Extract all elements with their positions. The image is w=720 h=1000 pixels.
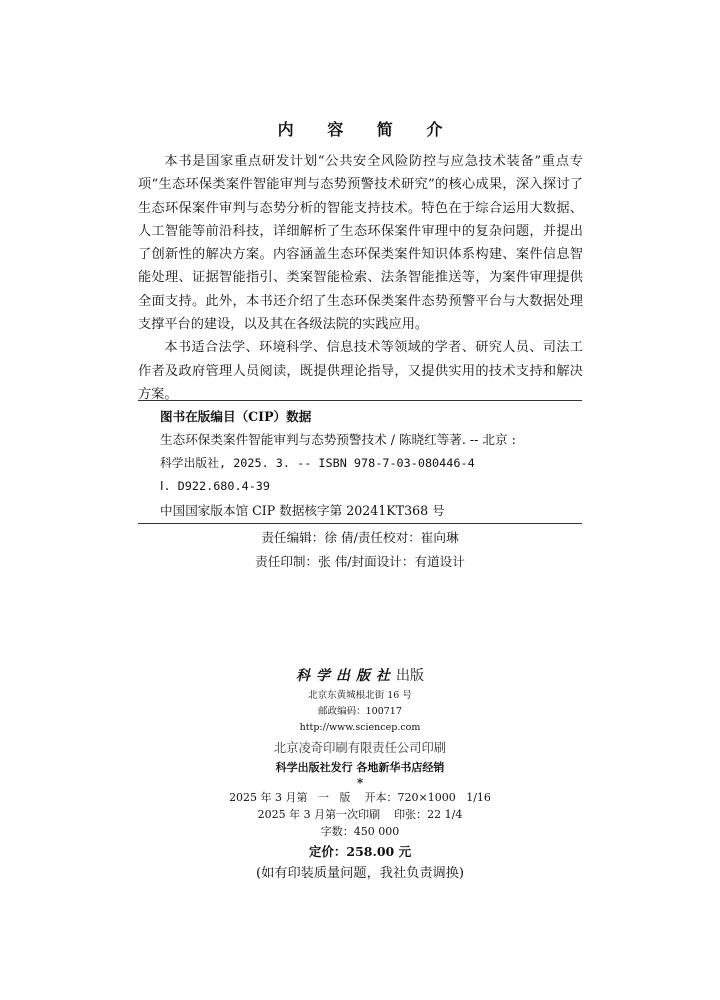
- publisher-postcode: 邮政编码：100717: [318, 706, 402, 717]
- price-line: 定价：258.00 元: [308, 844, 412, 859]
- editor-line-2: 责任印制：张 伟/封面设计：有道设计: [255, 554, 465, 569]
- summary-section: [138, 150, 583, 406]
- publisher-logo-text: 科学出版社: [296, 668, 396, 684]
- summary-paragraph-2: 本书适合法学、环境科学、信息技术等领域的学者、研究人员、司法工作者及政府管理人员阅读，既提供理论指导，又提供实用的技术支持和解决方案。: [138, 340, 583, 402]
- cip-data-block: [138, 400, 582, 524]
- publisher-address: 北京东黄城根北街 16 号: [308, 690, 412, 701]
- printing-line: 2025 年 3 月第一次印刷 印张：22 1/4: [257, 808, 463, 821]
- editor-line-1: 责任编辑：徐 倩/责任校对：崔向琳: [261, 530, 459, 545]
- page-title: 内 容 简 介: [277, 120, 457, 139]
- separator-star: *: [356, 776, 364, 790]
- cip-classification: Ⅰ. D922.680.4-39: [160, 479, 271, 494]
- publisher-line: [0, 664, 720, 688]
- editors-block: [0, 526, 720, 574]
- cip-publisher-line: 科学出版社, 2025. 3. -- ISBN 978-7-03-080446-4: [160, 455, 475, 470]
- distribution-line: 科学出版社发行 各地新华书店经销: [275, 761, 445, 774]
- quality-note: (如有印装质量问题，我社负责调换): [255, 866, 465, 881]
- summary-paragraph-1: 本书是国家重点研发计划“公共安全风险防控与应急技术装备”重点专项“生态环保类案件智能审判与态势预警技术研究”的核心成果，深入探讨了生态环保案件审判与态势分析的智能支持技术。特色在于综合运用大数据、人工智能等前沿科技，详细解析了生态环保案件审理中的复杂问题，并提出了创新性的解决方案。内容涵盖生态环保类案件知识体系构建、案件信息智能处理、证据智能指引、类案智能检索、法条智能推送等，为案件审理提供全面支持。此外，本书还介绍了生态环保类案件态势预警平台与大数据处理支撑平台的建设，以及其在各级法院的实践应用。: [138, 154, 583, 333]
- printer-line: 北京凌奇印刷有限责任公司印刷: [273, 741, 447, 755]
- cip-record-number: 中国国家版本馆 CIP 数据核字第 20241KT368 号: [160, 502, 445, 518]
- publisher-suffix: 出版: [396, 668, 424, 684]
- cip-title-line: 生态环保类案件智能审判与态势预警技术 / 陈晓红等著. -- 北京 :: [160, 432, 516, 448]
- word-count: 字数：450 000: [320, 825, 400, 838]
- publisher-url: http://www.sciencep.com: [299, 722, 421, 733]
- cip-heading: 图书在版编目（CIP）数据: [160, 409, 312, 424]
- publication-info: [0, 664, 720, 885]
- edition-line: 2025 年 3 月第 一 版 开本：720×1000 1/16: [229, 791, 491, 804]
